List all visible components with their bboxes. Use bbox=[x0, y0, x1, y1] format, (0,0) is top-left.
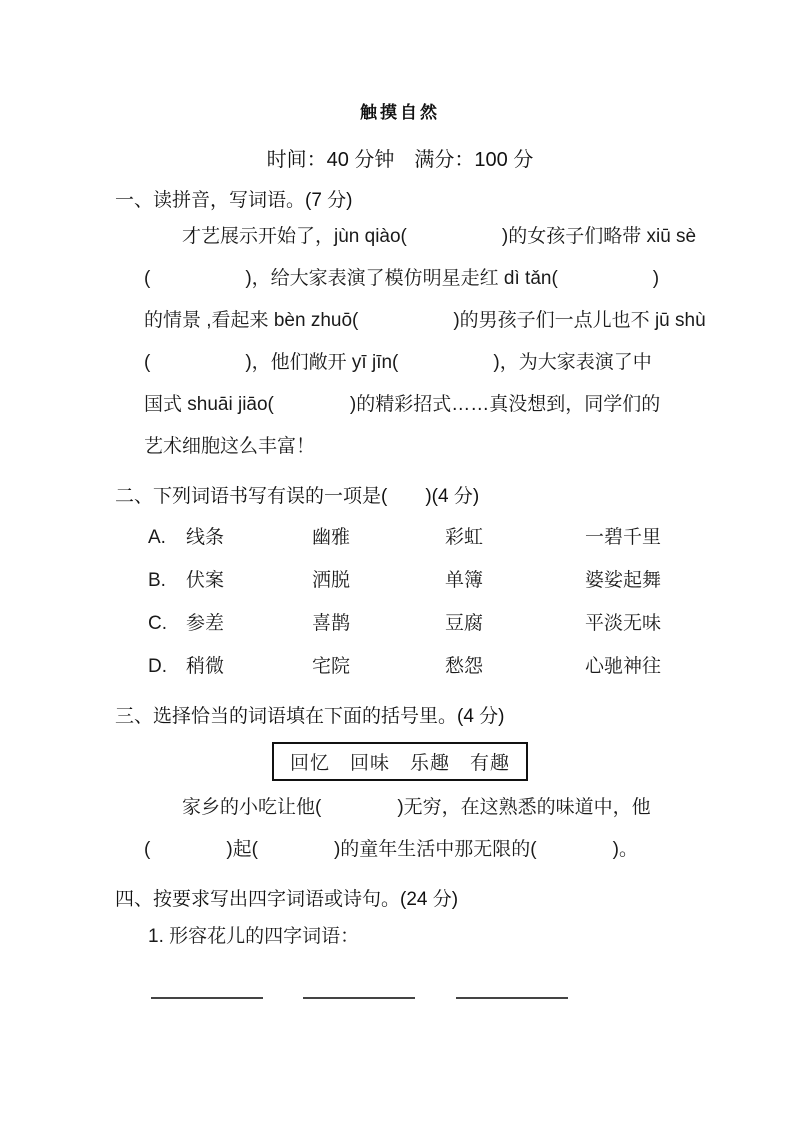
option-word: 线条 bbox=[186, 527, 225, 548]
section-three-paragraph bbox=[144, 787, 685, 871]
option-word: 彩虹 bbox=[445, 527, 484, 548]
section-two-options bbox=[148, 516, 685, 688]
word-bank-box: 回忆 回味 乐趣 有趣 bbox=[272, 742, 528, 781]
word-bank-wrap bbox=[115, 742, 685, 781]
section-four-heading: 四、按要求写出四字词语或诗句。(24 分) bbox=[115, 889, 459, 910]
answer-blank-line bbox=[456, 977, 568, 999]
paper-title: 触摸自然 bbox=[360, 103, 440, 122]
option-row-a bbox=[148, 516, 685, 559]
paragraph-line: ( )起( )的童年生活中那无限的( )。 bbox=[144, 839, 638, 860]
option-word: 一碧千里 bbox=[585, 527, 662, 548]
option-word: 宅院 bbox=[312, 656, 351, 677]
option-word: 愁怨 bbox=[445, 656, 484, 677]
section-one-heading: 一、读拼音，写词语。(7 分) bbox=[115, 190, 353, 211]
option-label: A. bbox=[148, 527, 166, 548]
option-label: B. bbox=[148, 570, 166, 591]
option-row-b bbox=[148, 559, 685, 602]
option-word: 心驰神往 bbox=[585, 656, 662, 677]
option-row-d bbox=[148, 645, 685, 688]
answer-blanks-row bbox=[151, 973, 685, 1017]
option-label: C. bbox=[148, 613, 167, 634]
paragraph-line: 国式 shuāi jiāo( )的精彩招式……真没想到，同学们的 bbox=[144, 394, 661, 415]
paper-meta: 时间：40 分钟 满分：100 分 bbox=[266, 149, 534, 171]
paragraph-line: 才艺展示开始了，jùn qiào( )的女孩子们略带 xiū sè bbox=[182, 226, 697, 247]
option-word: 单簿 bbox=[445, 570, 484, 591]
answer-blank-line bbox=[151, 977, 263, 999]
answer-blank-line bbox=[303, 977, 415, 999]
option-word: 婆娑起舞 bbox=[585, 570, 662, 591]
option-word: 洒脱 bbox=[312, 570, 351, 591]
option-word: 伏案 bbox=[186, 570, 225, 591]
section-three-heading: 三、选择恰当的词语填在下面的括号里。(4 分) bbox=[115, 706, 505, 727]
paragraph-line: ( )，给大家表演了模仿明星走红 dì tǎn( ) bbox=[144, 268, 660, 289]
option-word: 豆腐 bbox=[445, 613, 484, 634]
option-word: 参差 bbox=[186, 613, 225, 634]
paragraph-line: 家乡的小吃让他( )无穷，在这熟悉的味道中，他 bbox=[182, 797, 651, 818]
option-word: 幽雅 bbox=[312, 527, 351, 548]
section-one-paragraph bbox=[144, 216, 706, 468]
option-label: D. bbox=[148, 656, 167, 677]
section-four-item-1: 1. 形容花儿的四字词语： bbox=[148, 926, 360, 947]
option-word: 稍微 bbox=[186, 656, 225, 677]
option-word: 平淡无味 bbox=[585, 613, 662, 634]
paragraph-line: 的情景 ,看起来 bèn zhuō( )的男孩子们一点儿也不 jū shù bbox=[144, 310, 706, 331]
section-two-heading: 二、下列词语书写有误的一项是( )(4 分) bbox=[115, 486, 480, 507]
option-word: 喜鹊 bbox=[312, 613, 351, 634]
paragraph-line: ( )，他们敞开 yī jīn( )，为大家表演了中 bbox=[144, 352, 652, 373]
paragraph-line: 艺术细胞这么丰富！ bbox=[144, 436, 316, 457]
option-row-c bbox=[148, 602, 685, 645]
